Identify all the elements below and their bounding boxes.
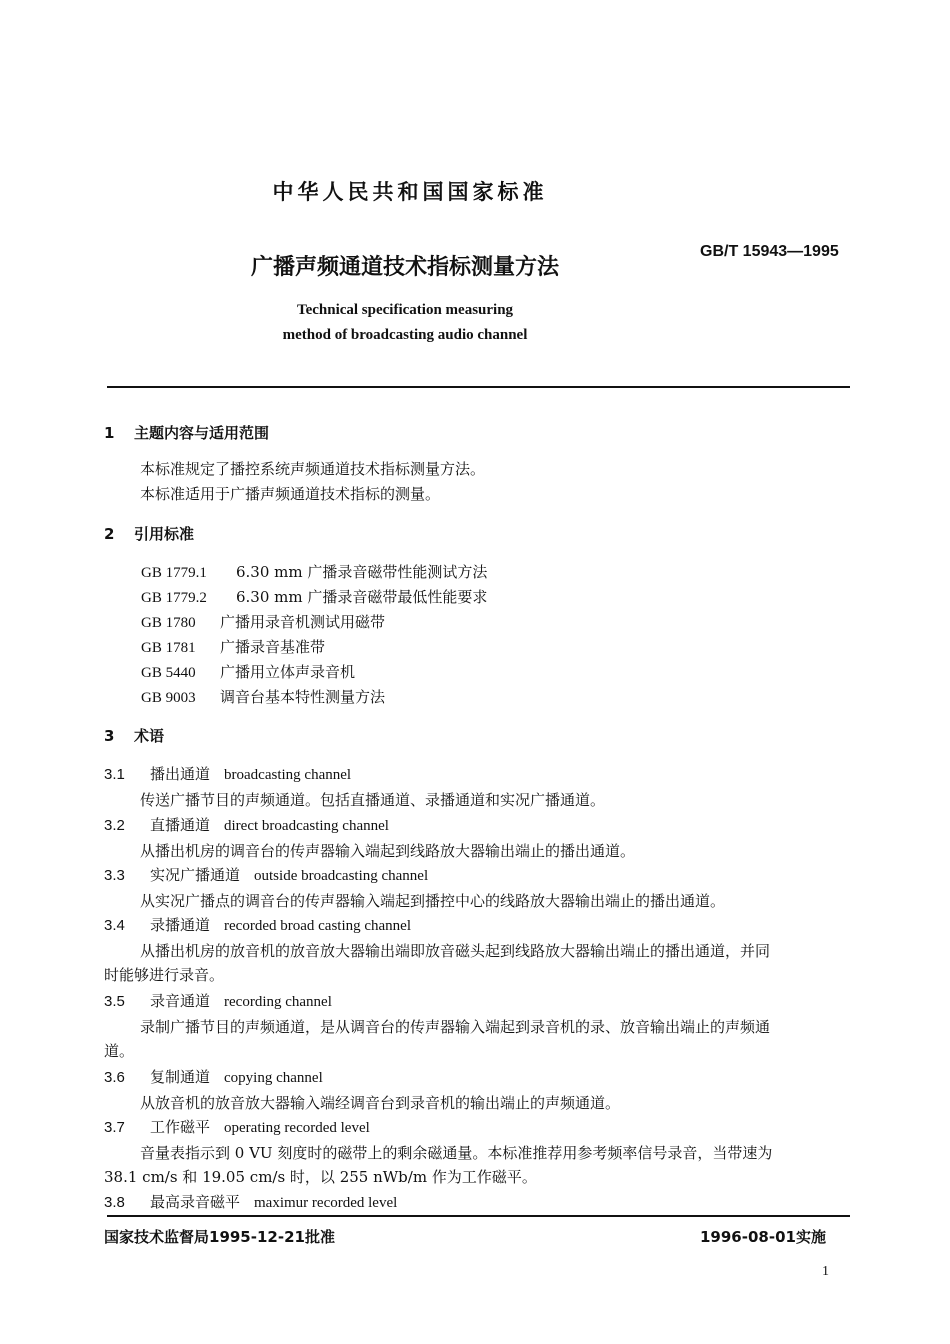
term-definition: 传送广播节目的声频通道。包括直播通道、录播通道和实况广播通道。 (140, 791, 606, 809)
reference-item (141, 586, 487, 607)
term-number: 3.5 (104, 993, 125, 1010)
reference-code: GB 9003 (141, 690, 196, 706)
reference-item (141, 661, 355, 682)
term-definition: 从实况广播点的调音台的传声器输入端起到播控中心的线路放大器输出端止的播出通道。 (140, 892, 726, 910)
reference-code: GB 5440 (141, 665, 196, 681)
term-chinese: 工作磁平 (150, 1118, 211, 1136)
term-number: 3.3 (104, 867, 125, 884)
section-1-paragraph: 本标准规定了播控系统声频通道技术指标测量方法。 (140, 460, 486, 478)
term-heading (104, 1116, 370, 1137)
footer-divider (107, 1215, 850, 1217)
english-title-line2: method of broadcasting audio channel (282, 327, 528, 343)
term-definition: 从播出机房的调音台的传声器输入端起到线路放大器输出端止的播出通道。 (140, 842, 636, 860)
reference-item (141, 611, 385, 632)
term-definition: 从放音机的放音放大器输入端经调音台到录音机的输出端止的声频通道。 (140, 1094, 621, 1112)
term-chinese: 直播通道 (150, 816, 211, 834)
term-heading (104, 864, 428, 885)
term-number: 3.6 (104, 1069, 125, 1086)
section-2-heading (104, 523, 194, 544)
reference-code: GB 1780 (141, 615, 196, 631)
reference-code: GB 1779.1 (141, 565, 207, 581)
section-3-heading (104, 725, 164, 746)
term-english: maximur recorded level (254, 1195, 398, 1211)
term-chinese: 实况广播通道 (150, 866, 241, 884)
section-1-title: 主题内容与适用范围 (134, 424, 270, 442)
term-english: outside broadcasting channel (254, 868, 429, 884)
header-divider (107, 386, 850, 388)
reference-title: 广播用立体声录音机 (220, 663, 356, 681)
term-number: 3.1 (104, 766, 125, 783)
section-2-title: 引用标准 (134, 525, 195, 543)
term-number: 3.8 (104, 1194, 125, 1211)
reference-title: 调音台基本特性测量方法 (220, 688, 386, 706)
standard-title: 中华人民共和国国家标准 (272, 180, 548, 204)
reference-code: GB 1779.2 (141, 590, 207, 606)
term-heading (104, 1191, 397, 1212)
term-english: broadcasting channel (224, 767, 352, 783)
document-title: 广播声频通道技术指标测量方法 (250, 255, 559, 280)
term-heading (104, 1066, 323, 1087)
english-title-line1: Technical specification measuring (296, 302, 514, 318)
term-chinese: 录播通道 (150, 916, 211, 934)
term-definition: 从播出机房的放音机的放音放大器输出端即放音磁头起到线路放大器输出端止的播出通道，并同 (140, 942, 771, 960)
section-1-number: 1 (104, 424, 115, 442)
standard-number: GB/T 15943—1995 (700, 243, 839, 260)
term-heading (104, 914, 411, 935)
term-number: 3.2 (104, 817, 125, 834)
term-definition-continued: 时能够进行录音。 (104, 966, 225, 984)
reference-item (141, 636, 325, 657)
term-heading (104, 814, 389, 835)
term-heading (104, 990, 332, 1011)
page-number: 1 (822, 1264, 829, 1279)
term-english: direct broadcasting channel (224, 818, 389, 834)
reference-item (141, 686, 385, 707)
reference-title: 广播录音基准带 (220, 638, 326, 656)
section-3-number: 3 (104, 727, 115, 745)
term-definition: 音量表指示到 0 VU 刻度时的磁带上的剩余磁通量。本标准推荐用参考频率信号录音，当带速为 (140, 1144, 773, 1162)
section-1-heading (104, 422, 269, 443)
term-english: recorded broad casting channel (224, 918, 412, 934)
term-definition-continued: 道。 (104, 1042, 135, 1060)
reference-item (141, 561, 487, 582)
section-2-number: 2 (104, 525, 115, 543)
section-3-title: 术语 (134, 727, 165, 745)
term-chinese: 录音通道 (150, 992, 211, 1010)
term-english: operating recorded level (224, 1120, 370, 1136)
term-definition: 录制广播节目的声频通道，是从调音台的传声器输入端起到录音机的录、放音输出端止的声频通 (140, 1018, 771, 1036)
term-chinese: 复制通道 (150, 1068, 211, 1086)
term-english: recording channel (224, 994, 332, 1010)
term-number: 3.7 (104, 1119, 125, 1136)
term-number: 3.4 (104, 917, 125, 934)
term-english: copying channel (224, 1070, 323, 1086)
effective-date: 1996-08-01实施 (700, 1228, 826, 1246)
term-chinese: 播出通道 (150, 765, 211, 783)
term-heading (104, 763, 351, 784)
reference-code: GB 1781 (141, 640, 196, 656)
reference-title: 6.30 mm 广播录音磁带最低性能要求 (236, 588, 488, 606)
approval-line: 国家技术监督局1995-12-21批准 (104, 1228, 335, 1246)
reference-title: 广播用录音机测试用磁带 (220, 613, 386, 631)
section-1-paragraph: 本标准适用于广播声频通道技术指标的测量。 (140, 485, 441, 503)
term-definition-continued: 38.1 cm/s 和 19.05 cm/s 时，以 255 nWb/m 作为工作磁平。 (104, 1168, 537, 1186)
term-chinese: 最高录音磁平 (150, 1193, 241, 1211)
reference-title: 6.30 mm 广播录音磁带性能测试方法 (236, 563, 488, 581)
